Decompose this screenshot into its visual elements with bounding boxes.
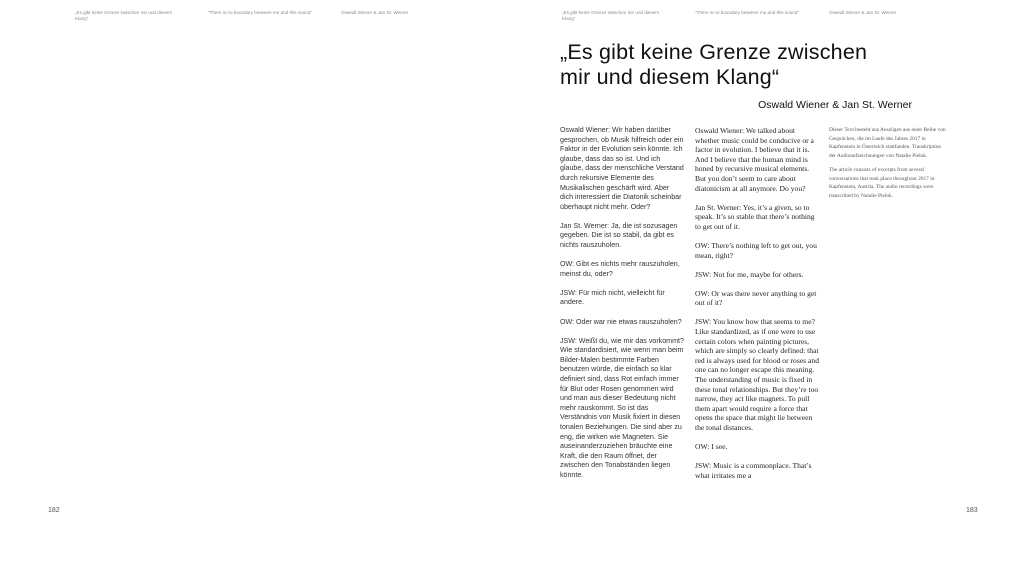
paragraph-en: JSW: Not for me, maybe for others.: [695, 269, 804, 279]
running-head-title-de: „Es gibt keine Grenze zwischen mir und diesem Klang“: [75, 10, 173, 21]
paragraph-en: OW: I see.: [695, 442, 728, 452]
running-head-title-de: „Es gibt keine Grenze zwischen mir und diesem Klang“: [562, 10, 660, 21]
running-head-authors: Oswald Wiener & Jan St. Werner: [341, 10, 409, 15]
page-number-right: 183: [966, 507, 978, 514]
page-number-left: 182: [48, 507, 60, 514]
running-head-title-en: “There is no boundary between me and this sound”: [208, 10, 312, 15]
article-title-line-2: mir und diesem Klang“: [560, 65, 780, 89]
paragraph-en: OW: There’s nothing left to get out, you mean, right?: [695, 240, 817, 260]
right-page: [512, 0, 1024, 573]
article-title-line-1: „Es gibt keine Grenze zwischen: [560, 40, 868, 64]
running-head-title-en: “There is no boundary between me and this sound”: [695, 10, 799, 15]
article-authors: Oswald Wiener & Jan St. Werner: [758, 99, 912, 111]
paragraph-en: Jan St. Werner: Yes, it’s a given, so to speak. It’s so stable that there’s nothing to get out of it.: [695, 202, 815, 231]
sidebar-note: [829, 126, 949, 206]
english-column: [695, 126, 819, 490]
paragraph-en: Oswald Wiener: We talked about whether music could be conducive or a factor in evolution. I believe that it is. And I believe that the human mind is honed by recursive musical elements. But you don’t seem to care about diatonicism at all anymore. Do you?: [695, 126, 814, 193]
paragraph-en: JSW: Music is a commonplace. That’s what irritates me a: [695, 461, 812, 480]
paragraph-de: JSW: Für mich nicht, vielleicht für andere.: [560, 288, 665, 307]
german-column: [560, 126, 684, 490]
paragraph-de: JSW: Weißt du, wie mir das vorkommt? Wie standardisiert, wie wenn man beim Bilder-Malen bestimmte Farben benutzen würde, die einfach so klar definiert sind, dass Rot einfach immer für Blut oder Rosen genommen wird und man aus dieser Bedeutung nicht mehr rauskommt. So ist das Verständnis von Musik fixiert in diesen tonalen Beziehungen. Die sind aber zu eng, die wirken wie Magneten. Sie auseinanderzuziehen bräuchte eine Kraft, die den Raum öffnet, der zwischen den Tonabständen liegen könnte.: [560, 336, 684, 479]
note-de: Dieser Text besteht aus Auszügen aus einer Reihe von Gesprächen, die im Laufe des Jahres 2017 in Kapfenstein in Österreich stattfanden. Transkription der Audioaufzeichnungen von Natalie Pielok.: [829, 127, 946, 159]
running-head-authors: Oswald Wiener & Jan St. Werner: [829, 10, 897, 15]
paragraph-de: Oswald Wiener: Wir haben darüber gesprochen, ob Musik hilfreich oder ein Faktor in der Evolution sein könnte. Ich glaube, dass das so ist. Und ich glaube, dass der menschliche Verstand durch rekursive Elemente des Musikalischen geschärft wird. Aber dich interessiert die Diatonik scheinbar überhaupt nicht mehr. Oder?: [560, 126, 684, 211]
paragraph-de: OW: Oder war nie etwas rauszuholen?: [560, 317, 682, 326]
paragraph-en: OW: Or was there never anything to get out of it?: [695, 288, 817, 308]
paragraph-de: OW: Gibt es nichts mehr rauszuholen, meinst du, oder?: [560, 260, 680, 278]
paragraph-de: Jan St. Werner: Ja, die ist sozusagen gegeben. Die ist so stabil, da gibt es nichts rauszuholen.: [560, 221, 678, 250]
article-title: [560, 40, 1000, 90]
note-en: The article consists of excerpts from several conversations that took place throughout 2017 in Kapfenstein, Austria. The audio recordings were transcribed by Natalie Pielok.: [829, 167, 935, 199]
paragraph-en: JSW: You know how that seems to me? Like standardized, as if one were to use certain colors when painting pictures, which are simply so clearly defined: that red is always used for blood or roses and one can no longer escape this meaning. The understanding of music is fixed in these tonal relationships. But they’re too narrow, they act like magnets. To pull them apart would require a force that opens the space that might lie between the tonal distances.: [695, 317, 820, 432]
